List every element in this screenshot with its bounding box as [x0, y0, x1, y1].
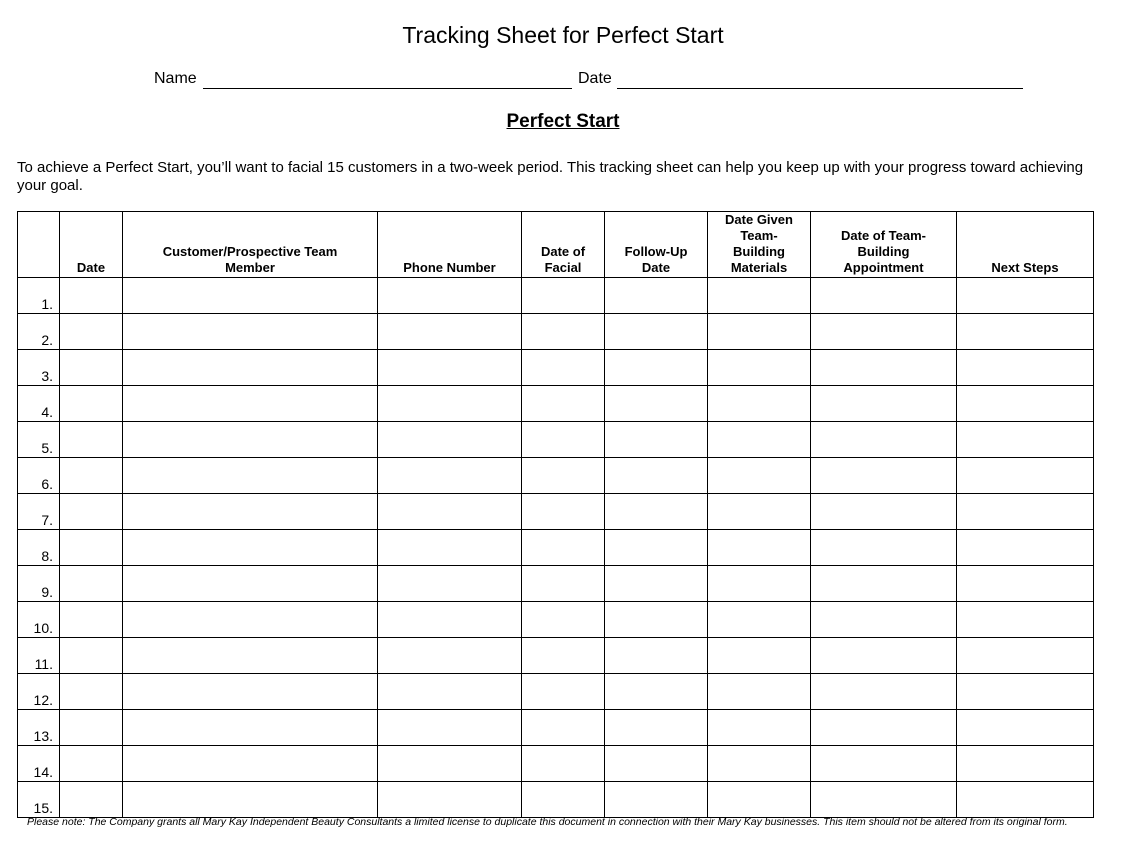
next-steps-cell[interactable] [957, 458, 1094, 494]
follow-up-cell[interactable] [605, 530, 708, 566]
facial-date-cell[interactable] [522, 602, 605, 638]
date-cell[interactable] [60, 458, 123, 494]
phone-cell[interactable] [378, 710, 522, 746]
table-row [18, 746, 1094, 782]
row-number: 7. [18, 494, 60, 530]
customer-cell[interactable] [123, 602, 378, 638]
follow-up-cell[interactable] [605, 494, 708, 530]
materials-date-cell[interactable] [708, 386, 811, 422]
footer-note: Please note: The Company grants all Mary Kay Independent Beauty Consultants a limited license to duplicate this document in connection with their Mary Kay businesses. This item should not be altered from its original form. [27, 816, 1068, 828]
header-date-of-appointment: Date of Team-Building Appointment [811, 212, 957, 278]
table-row [18, 350, 1094, 386]
follow-up-cell[interactable] [605, 458, 708, 494]
next-steps-cell[interactable] [957, 386, 1094, 422]
row-number: 15. [18, 782, 60, 818]
next-steps-cell[interactable] [957, 314, 1094, 350]
table-row [18, 638, 1094, 674]
row-number: 12. [18, 674, 60, 710]
phone-cell[interactable] [378, 746, 522, 782]
materials-date-cell[interactable] [708, 350, 811, 386]
next-steps-cell[interactable] [957, 278, 1094, 314]
name-label: Name [154, 70, 197, 87]
next-steps-cell[interactable] [957, 602, 1094, 638]
table-row [18, 494, 1094, 530]
header-date-of-facial: Date of Facial [522, 212, 605, 278]
appointment-date-cell[interactable] [811, 530, 957, 566]
header-phone: Phone Number [378, 212, 522, 278]
date-cell[interactable] [60, 314, 123, 350]
row-number: 4. [18, 386, 60, 422]
header-number [18, 212, 60, 278]
section-title: Perfect Start [506, 111, 620, 132]
table-row [18, 386, 1094, 422]
row-number: 6. [18, 458, 60, 494]
materials-date-cell[interactable] [708, 422, 811, 458]
follow-up-cell[interactable] [605, 422, 708, 458]
appointment-date-cell[interactable] [811, 458, 957, 494]
header-date-given-materials: Date Given Team-Building Materials [708, 212, 811, 278]
name-field[interactable] [203, 88, 572, 89]
row-number: 5. [18, 422, 60, 458]
date-cell[interactable] [60, 494, 123, 530]
date-cell[interactable] [60, 782, 123, 818]
phone-cell[interactable] [378, 782, 522, 818]
next-steps-cell[interactable] [957, 566, 1094, 602]
customer-cell[interactable] [123, 314, 378, 350]
customer-cell[interactable] [123, 638, 378, 674]
next-steps-cell[interactable] [957, 530, 1094, 566]
appointment-date-cell[interactable] [811, 314, 957, 350]
next-steps-cell[interactable] [957, 674, 1094, 710]
customer-cell[interactable] [123, 674, 378, 710]
follow-up-cell[interactable] [605, 314, 708, 350]
date-cell[interactable] [60, 386, 123, 422]
date-label: Date [578, 70, 612, 87]
phone-cell[interactable] [378, 422, 522, 458]
customer-cell[interactable] [123, 458, 378, 494]
appointment-date-cell[interactable] [811, 746, 957, 782]
appointment-date-cell[interactable] [811, 602, 957, 638]
follow-up-cell[interactable] [605, 386, 708, 422]
next-steps-cell[interactable] [957, 710, 1094, 746]
facial-date-cell[interactable] [522, 278, 605, 314]
appointment-date-cell[interactable] [811, 386, 957, 422]
table-row [18, 314, 1094, 350]
follow-up-cell[interactable] [605, 278, 708, 314]
table-row [18, 674, 1094, 710]
page-title: Tracking Sheet for Perfect Start [402, 22, 724, 48]
phone-cell[interactable] [378, 350, 522, 386]
appointment-date-cell[interactable] [811, 674, 957, 710]
appointment-date-cell[interactable] [811, 494, 957, 530]
header-date: Date [60, 212, 123, 278]
date-cell[interactable] [60, 278, 123, 314]
follow-up-cell[interactable] [605, 674, 708, 710]
appointment-date-cell[interactable] [811, 782, 957, 818]
table-row [18, 566, 1094, 602]
row-number: 1. [18, 278, 60, 314]
follow-up-cell[interactable] [605, 350, 708, 386]
date-cell[interactable] [60, 710, 123, 746]
phone-cell[interactable] [378, 638, 522, 674]
follow-up-cell[interactable] [605, 746, 708, 782]
facial-date-cell[interactable] [522, 530, 605, 566]
facial-date-cell[interactable] [522, 386, 605, 422]
phone-cell[interactable] [378, 530, 522, 566]
date-cell[interactable] [60, 422, 123, 458]
customer-cell[interactable] [123, 710, 378, 746]
facial-date-cell[interactable] [522, 458, 605, 494]
row-number: 14. [18, 746, 60, 782]
row-number: 2. [18, 314, 60, 350]
facial-date-cell[interactable] [522, 782, 605, 818]
table-row [18, 710, 1094, 746]
materials-date-cell[interactable] [708, 674, 811, 710]
phone-cell[interactable] [378, 494, 522, 530]
date-cell[interactable] [60, 602, 123, 638]
facial-date-cell[interactable] [522, 674, 605, 710]
facial-date-cell[interactable] [522, 638, 605, 674]
customer-cell[interactable] [123, 494, 378, 530]
facial-date-cell[interactable] [522, 566, 605, 602]
row-number: 11. [18, 638, 60, 674]
materials-date-cell[interactable] [708, 530, 811, 566]
date-cell[interactable] [60, 746, 123, 782]
date-cell[interactable] [60, 674, 123, 710]
materials-date-cell[interactable] [708, 746, 811, 782]
materials-date-cell[interactable] [708, 638, 811, 674]
date-field[interactable] [617, 88, 1023, 89]
follow-up-cell[interactable] [605, 782, 708, 818]
appointment-date-cell[interactable] [811, 638, 957, 674]
follow-up-cell[interactable] [605, 566, 708, 602]
materials-date-cell[interactable] [708, 314, 811, 350]
materials-date-cell[interactable] [708, 566, 811, 602]
customer-cell[interactable] [123, 422, 378, 458]
date-cell[interactable] [60, 530, 123, 566]
appointment-date-cell[interactable] [811, 350, 957, 386]
row-number: 9. [18, 566, 60, 602]
tracking-table [17, 211, 1094, 818]
facial-date-cell[interactable] [522, 746, 605, 782]
table-row [18, 278, 1094, 314]
next-steps-cell[interactable] [957, 350, 1094, 386]
materials-date-cell[interactable] [708, 458, 811, 494]
table-body [18, 278, 1094, 818]
row-number: 10. [18, 602, 60, 638]
follow-up-cell[interactable] [605, 638, 708, 674]
table-row [18, 458, 1094, 494]
appointment-date-cell[interactable] [811, 566, 957, 602]
row-number: 13. [18, 710, 60, 746]
facial-date-cell[interactable] [522, 350, 605, 386]
facial-date-cell[interactable] [522, 422, 605, 458]
table-row [18, 422, 1094, 458]
next-steps-cell[interactable] [957, 782, 1094, 818]
facial-date-cell[interactable] [522, 314, 605, 350]
customer-cell[interactable] [123, 530, 378, 566]
table-row [18, 602, 1094, 638]
date-cell[interactable] [60, 638, 123, 674]
appointment-date-cell[interactable] [811, 710, 957, 746]
header-customer: Customer/Prospective Team Member [123, 212, 378, 278]
date-cell[interactable] [60, 350, 123, 386]
appointment-date-cell[interactable] [811, 422, 957, 458]
follow-up-cell[interactable] [605, 710, 708, 746]
customer-cell[interactable] [123, 386, 378, 422]
table-row [18, 782, 1094, 818]
phone-cell[interactable] [378, 566, 522, 602]
customer-cell[interactable] [123, 782, 378, 818]
next-steps-cell[interactable] [957, 494, 1094, 530]
next-steps-cell[interactable] [957, 638, 1094, 674]
materials-date-cell[interactable] [708, 278, 811, 314]
header-row [18, 212, 1094, 278]
phone-cell[interactable] [378, 278, 522, 314]
phone-cell[interactable] [378, 458, 522, 494]
customer-cell[interactable] [123, 278, 378, 314]
row-number: 3. [18, 350, 60, 386]
follow-up-cell[interactable] [605, 602, 708, 638]
header-next-steps: Next Steps [957, 212, 1094, 278]
facial-date-cell[interactable] [522, 710, 605, 746]
customer-cell[interactable] [123, 350, 378, 386]
customer-cell[interactable] [123, 746, 378, 782]
facial-date-cell[interactable] [522, 494, 605, 530]
next-steps-cell[interactable] [957, 422, 1094, 458]
table-row [18, 530, 1094, 566]
phone-cell[interactable] [378, 674, 522, 710]
phone-cell[interactable] [378, 602, 522, 638]
materials-date-cell[interactable] [708, 710, 811, 746]
materials-date-cell[interactable] [708, 494, 811, 530]
customer-cell[interactable] [123, 566, 378, 602]
appointment-date-cell[interactable] [811, 278, 957, 314]
materials-date-cell[interactable] [708, 602, 811, 638]
date-cell[interactable] [60, 566, 123, 602]
header-follow-up-date: Follow-Up Date [605, 212, 708, 278]
row-number: 8. [18, 530, 60, 566]
phone-cell[interactable] [378, 386, 522, 422]
intro-text: To achieve a Perfect Start, you’ll want to facial 15 customers in a two-week period. This tracking sheet can help you keep up with your progress toward achieving your goal. [17, 159, 1084, 194]
phone-cell[interactable] [378, 314, 522, 350]
materials-date-cell[interactable] [708, 782, 811, 818]
next-steps-cell[interactable] [957, 746, 1094, 782]
